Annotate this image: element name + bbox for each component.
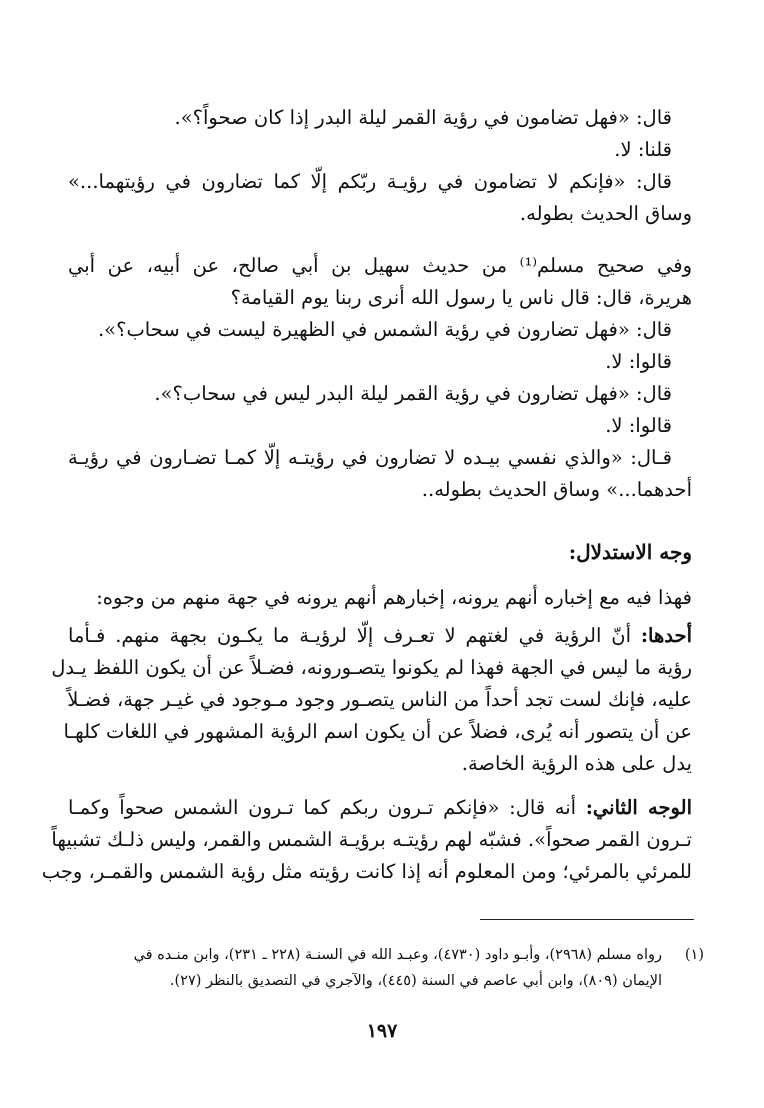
hadith-line-4: وساق الحديث بطوله.	[519, 202, 692, 225]
footnote-text-1: رواه مسلم (٢٩٦٨)، وأبـو داود (٤٧٣٠)، وعبـد الله في السنـة (٢٢٨ ـ ٢٣١)، وابن منـده في	[133, 947, 662, 963]
hadith-line-11: قـال: «والذي نفسي بيـده لا تضارون في رؤيتـه إلّا كمـا تضـارون في رؤيـة	[68, 446, 672, 469]
hadith-line-8: قالوا: لا.	[605, 350, 672, 373]
first-aspect-text: أنّ الرؤية في لغتهم لا تعـرف إلّا لرؤيـة ما يكـون بجهة منهم. فـأما	[68, 624, 631, 647]
paragraph-first-line-1	[68, 620, 692, 652]
page-number: ١٩٧	[366, 1020, 398, 1042]
footnote-separator	[480, 919, 694, 920]
section-heading: وجه الاستدلال:	[568, 540, 692, 564]
hadith-line-2: قلنا: لا.	[614, 138, 672, 161]
paragraph-first-line-4: عن أن يتصور أنه يُرى، فضلاً عن أن يكون اسم الرؤية المشهور في اللغات كلهـا	[63, 720, 692, 743]
footnote-line-1	[68, 942, 704, 968]
paragraph-first-line-5: يدل على هذه الرؤية الخاصة.	[461, 752, 692, 775]
hadith-line-9: قال: «فهل تضارون في رؤية القمر ليلة البدر ليس في سحاب؟».	[154, 382, 672, 405]
paragraph-intro: فهذا فيه مع إخباره أنهم يرونه، إخبارهم أنهم يرونه في جهة منهم من وجوه:	[96, 586, 692, 609]
paragraph-second-line-2: تـرون القمر صحواً». فشبّه لهم رؤيتـه برؤيـة الشمس والقمر، وليس ذلـك تشبيهاً	[51, 828, 692, 851]
second-aspect-text: أنه قال: «فإنكم تـرون ربكم كما تـرون الشمس صحواً وكمـا	[68, 796, 577, 819]
paragraph-first-line-2: رؤية ما ليس في الجهة فهذا لم يكونوا يتصـورونه، فضـلاً عن أن يكون اللفظ يـدل	[51, 656, 692, 679]
hadith-line-5: وفي صحيح مسلم⁽¹⁾ من حديث سهيل بن أبي صالح، عن أبيه، عن أبي	[68, 254, 692, 277]
hadith-line-3: قال: «فإنكم لا تضامون في رؤيـة ربّكم إلّا كما تضارون في رؤيتهما...»	[68, 170, 672, 193]
footnote-marker: (١)	[684, 947, 704, 963]
footnote-line-2: الإيمان (٨٠٩)، وابن أبي عاصم في السنة (٤٤٥)، والآجري في التصديق بالنظر (٢٧).	[169, 973, 662, 989]
hadith-line-6: هريرة، قال: قال ناس يا رسول الله أنرى ربنا يوم القيامة؟	[230, 286, 692, 309]
hadith-line-10: قالوا: لا.	[605, 414, 672, 437]
paragraph-second-line-3: للمرئي بالمرئي؛ ومن المعلوم أنه إذا كانت رؤيته مثل رؤية الشمس والقمـر، وجب	[41, 860, 692, 883]
paragraph-first-line-3: عليه، فإنك لست تجد أحداً من الناس يتصـور وجود مـوجود في غيـر جهة، فضـلاً	[67, 688, 692, 711]
paragraph-second-line-1	[68, 792, 692, 824]
hadith-line-12: أحدهما...» وساق الحديث بطوله..	[421, 478, 692, 501]
hadith-line-7: قال: «فهل تضارون في رؤية الشمس في الظهيرة ليست في سحاب؟».	[97, 318, 672, 341]
first-aspect-lead: أحدها:	[640, 624, 692, 647]
hadith-line-1: قال: «فهل تضامون في رؤية القمر ليلة البدر إذا كان صحواً؟».	[174, 106, 672, 129]
second-aspect-lead: الوجه الثاني:	[585, 796, 692, 819]
